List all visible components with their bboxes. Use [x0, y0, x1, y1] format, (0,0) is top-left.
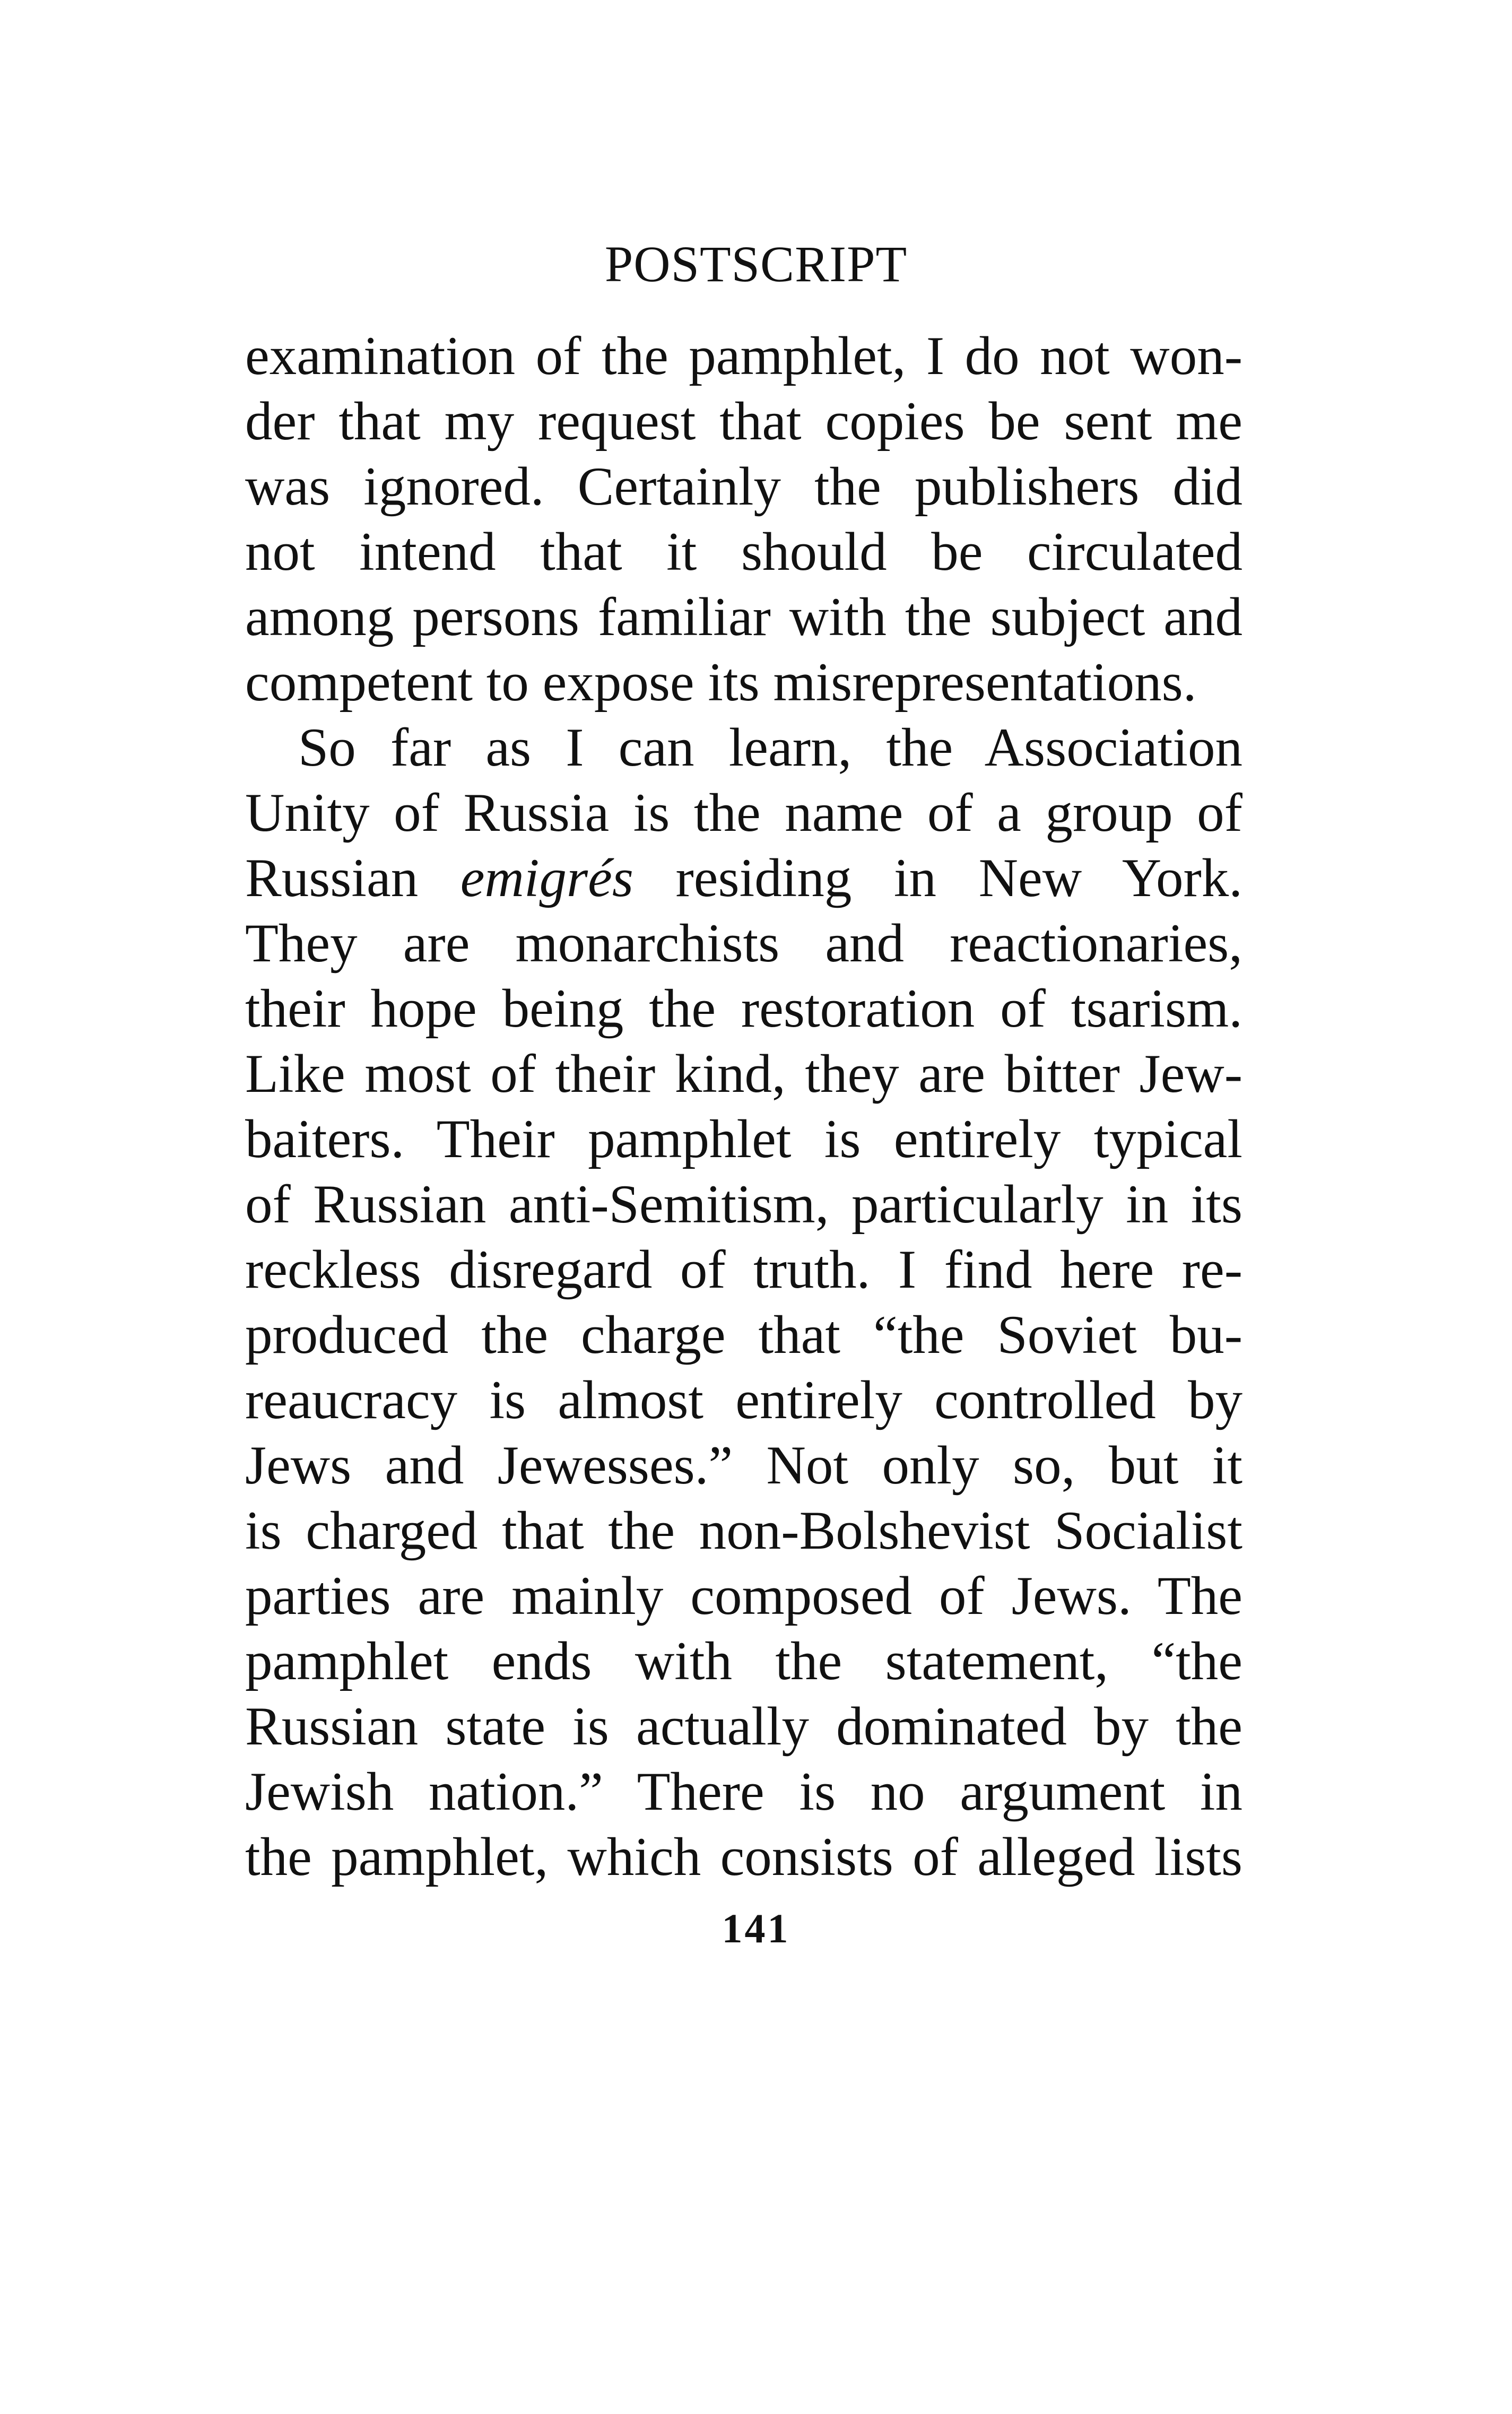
text-line: Jewish nation.” There is no argument in	[245, 1761, 1242, 1822]
text-line-with-italic	[245, 846, 1242, 911]
text-line: produced the charge that “the Soviet bu-	[245, 1305, 1242, 1365]
text-line: pamphlet ends with the statement, “the	[245, 1631, 1242, 1691]
text-line: They are monarchists and reactionaries,	[245, 913, 1242, 974]
text-line: is charged that the non-Bolshevist Socialist	[245, 1500, 1242, 1561]
text-line: Unity of Russia is the name of a group of	[245, 783, 1242, 843]
text-line: reckless disregard of truth. I find here re-	[245, 1239, 1242, 1300]
page-number: 141	[722, 1905, 790, 1951]
text-line: the pamphlet, which consists of alleged lists	[245, 1827, 1242, 1887]
text-line: among persons familiar with the subject and	[245, 587, 1242, 647]
text-line: examination of the pamphlet, I do not won-	[245, 326, 1242, 386]
text-line: of Russian anti-Semitism, particularly in its	[245, 1174, 1242, 1235]
text-line: Jews and Jewesses.” Not only so, but it	[245, 1435, 1242, 1496]
body-text	[245, 324, 1242, 1890]
text-line: not intend that it should be circulated	[245, 522, 1242, 582]
text-line: their hope being the restoration of tsarism.	[245, 978, 1242, 1039]
text-line: parties are mainly composed of Jews. The	[245, 1566, 1242, 1626]
italic-word: emigrés	[460, 848, 633, 908]
text-run: residing in New York.	[633, 848, 1243, 908]
running-header: POSTSCRIPT	[604, 236, 908, 292]
text-line: der that my request that copies be sent me	[245, 391, 1242, 451]
text-line: competent to expose its misrepresentations.	[245, 652, 1197, 713]
text-line: reaucracy is almost entirely controlled by	[245, 1370, 1242, 1430]
paragraph-start-line: So far as I can learn, the Association	[298, 717, 1242, 778]
text-line: Like most of their kind, they are bitter Jew-	[245, 1044, 1242, 1104]
text-line: baiters. Their pamphlet is entirely typical	[245, 1109, 1242, 1169]
text-line: was ignored. Certainly the publishers did	[245, 456, 1242, 517]
text-line: Russian state is actually dominated by the	[245, 1696, 1242, 1757]
text-run: Russian	[245, 848, 460, 908]
